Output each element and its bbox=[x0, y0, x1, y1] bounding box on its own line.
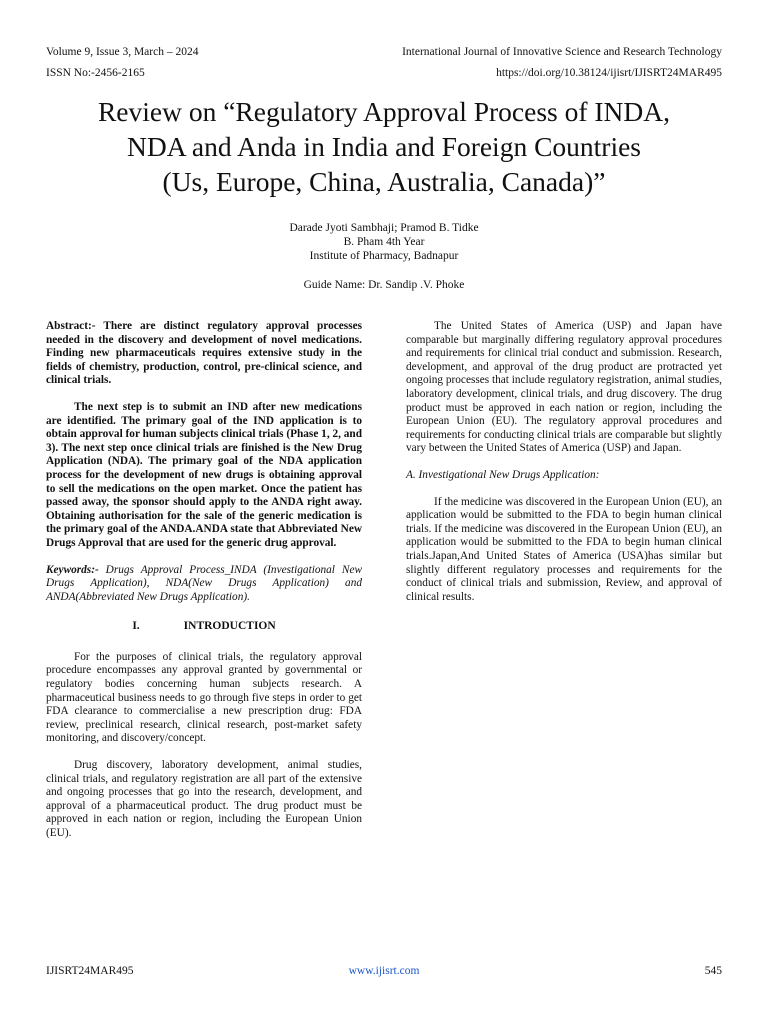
right-paragraph-1: The United States of America (USP) and Japan have comparable but marginally differing regulatory approval procedures and requirements for clinical trial conduct and submission. Research, development, and approval of the drug product are protracted yet ongoing processes that include regulatory registration, animal studies, laboratory development, clinical trials, and drug discovery. The drug product must be approved in each nation or region, including the European Union (EU). The regulatory approval procedures and requirements for conducting clinical trials are comparable but slightly vary between the United States of America (USP) and Japan. bbox=[406, 320, 722, 455]
section-title: INTRODUCTION bbox=[183, 620, 276, 633]
section-heading-introduction bbox=[46, 620, 362, 634]
keywords-label: Keywords:- bbox=[46, 563, 99, 576]
footer-website-link[interactable]: www.ijisrt.com bbox=[348, 965, 420, 977]
volume-issue: Volume 9, Issue 3, March – 2024 bbox=[46, 46, 199, 58]
subsection-heading-ind: A. Investigational New Drugs Application: bbox=[406, 468, 600, 481]
keywords bbox=[46, 564, 362, 605]
keywords-text: Drugs Approval Process_INDA (Investigational New Drugs Application), NDA(New Drugs Application) and ANDA(Abbreviated New Drugs Application). bbox=[46, 563, 362, 603]
issn: ISSN No:-2456-2165 bbox=[46, 67, 145, 79]
journal-name: International Journal of Innovative Science and Research Technology bbox=[402, 46, 722, 58]
abstract-paragraph-1: Abstract:- There are distinct regulatory approval processes needed in the discovery and development of novel medications. Finding new pharmaceuticals requires extensive study in the fields of chemistry, production, control, pre-clinical science, and clinical trials. bbox=[46, 320, 362, 387]
page-number: 545 bbox=[704, 965, 722, 977]
author-institute: Institute of Pharmacy, Badnapur bbox=[309, 250, 459, 262]
right-column bbox=[406, 320, 722, 617]
author-block bbox=[0, 221, 768, 263]
author-names: Darade Jyoti Sambhaji; Pramod B. Tidke bbox=[289, 222, 479, 234]
paper-title bbox=[40, 94, 728, 199]
abstract-paragraph-2: The next step is to submit an IND after new medications are identified. The primary goal of the IND application is to obtain approval for human subjects clinical trials (Phase 1, 2, and 3). The next step once clinical trials are finished is the New Drug Application (NDA). The primary goal of the NDA application process for the development of new drugs is obtaining approval to sell the medications on the open market. Once the patient has passed away, the sponsor should apply to the ANDA right away. Obtaining authorisation for the sale of the generic medication is the primary goal of the ANDA.ANDA state that Abbreviated New Drugs Approval that are used for the generic drug approval. bbox=[46, 400, 362, 549]
author-course: B. Pham 4th Year bbox=[343, 236, 425, 248]
doi-link[interactable]: https://doi.org/10.38124/ijisrt/IJISRT24MAR495 bbox=[496, 67, 722, 79]
guide-name: Guide Name: Dr. Sandip .V. Phoke bbox=[303, 279, 465, 291]
section-number: I. bbox=[132, 620, 140, 633]
title-line-2: NDA and Anda in India and Foreign Countries bbox=[126, 131, 642, 162]
left-column bbox=[46, 320, 362, 854]
footer-paper-id: IJISRT24MAR495 bbox=[46, 965, 134, 977]
right-paragraph-2: If the medicine was discovered in the European Union (EU), an application would be submitted to the FDA to begin human clinical trials. If the medicine was discovered in the European Union (EU), an application would be submitted to the FDA to begin human clinical trials.Japan,And United States of America (USA)has similar but slightly different regulatory processes and requirements for the conduct of clinical trials and submission, Review, and approval of clinical results. bbox=[406, 495, 722, 603]
title-line-1: Review on “Regulatory Approval Process of INDA, bbox=[97, 96, 671, 127]
intro-paragraph-2: Drug discovery, laboratory development, animal studies, clinical trials, and regulatory registration are all part of the extensive and ongoing processes that go into the research, development, and approval of a pharmaceutical product. The drug product must be approved in each nation or region, including the European Union (EU). bbox=[46, 759, 362, 839]
intro-paragraph-1: For the purposes of clinical trials, the regulatory approval procedure encompasses any approval granted by governmental or regulatory bodies concerning human subjects research. A pharmaceutical business needs to go through five steps in order to get FDA clearance to commercialise a new prescription drug: FDA review, preclinical research, clinical research, post-market safety monitoring, and discovery/concept. bbox=[46, 650, 362, 745]
title-line-3: (Us, Europe, China, Australia, Canada)” bbox=[162, 166, 606, 197]
